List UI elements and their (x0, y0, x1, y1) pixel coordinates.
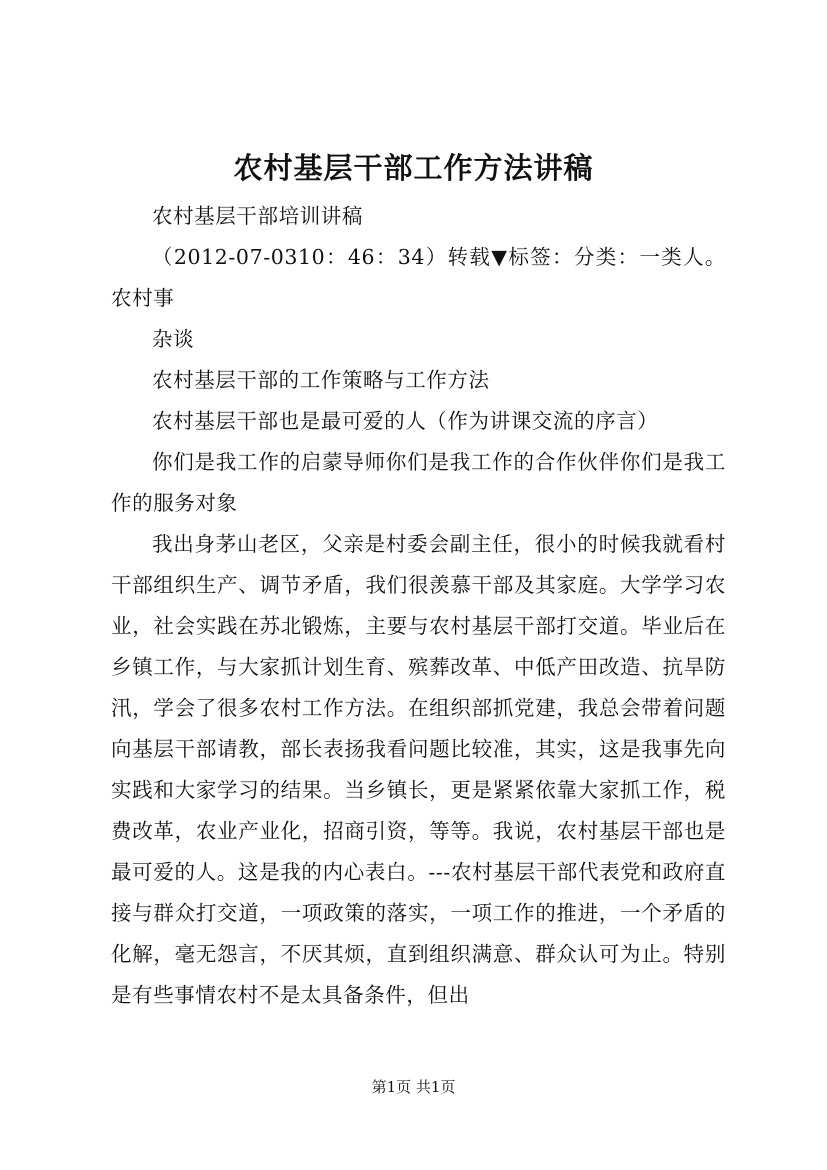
paragraph-training-title: 农村基层干部培训讲稿 (152, 204, 363, 228)
paragraph-preface-heading: 农村基层干部也是最可爱的人（作为讲课交流的序言） (152, 409, 659, 433)
paragraph-subtitle: 农村基层干部的工作策略与工作方法 (152, 368, 490, 392)
paragraph-category: 杂谈 (152, 327, 195, 351)
paragraph-post-meta: （2012-07-0310：46：34）转载▼标签：分类：一类人。农村事 (111, 245, 726, 310)
paragraph-main-text: 我出身茅山老区，父亲是村委会副主任，很小的时候我就看村干部组织生产、调节矛盾，我们很羡慕干部及其家庭。大学学习农业，社会实践在苏北锻炼，主要与农村基层干部打交道。毕业后在乡镇工作，与大家抓计划生育、殡葬改革、中低产田改造、抗旱防汛，学会了很多农村工作方法。在组织部抓党建，我总会带着问题向基层干部请教，部长表扬我看问题比较准，其实，这是我事先向实践和大家学习的结果。当乡镇长，更是紧紧依靠大家抓工作，税费改革，农业产业化，招商引资，等等。我说，农村基层干部也是最可爱的人。这是我的内心表白。---农村基层干部代表党和政府直接与群众打交道，一项政策的落实，一项工作的推进，一个矛盾的化解，毫无怨言，不厌其烦，直到组织满意、群众认可为止。特别是有些事情农村不是太具备条件，但出 (111, 532, 726, 1007)
document-body (111, 196, 726, 1016)
document-title: 农村基层干部工作方法讲稿 (233, 151, 594, 185)
paragraph-preface-tagline: 你们是我工作的启蒙导师你们是我工作的合作伙伴你们是我工作的服务对象 (111, 450, 726, 515)
page-footer: 第1页 共1页 (371, 1078, 456, 1096)
